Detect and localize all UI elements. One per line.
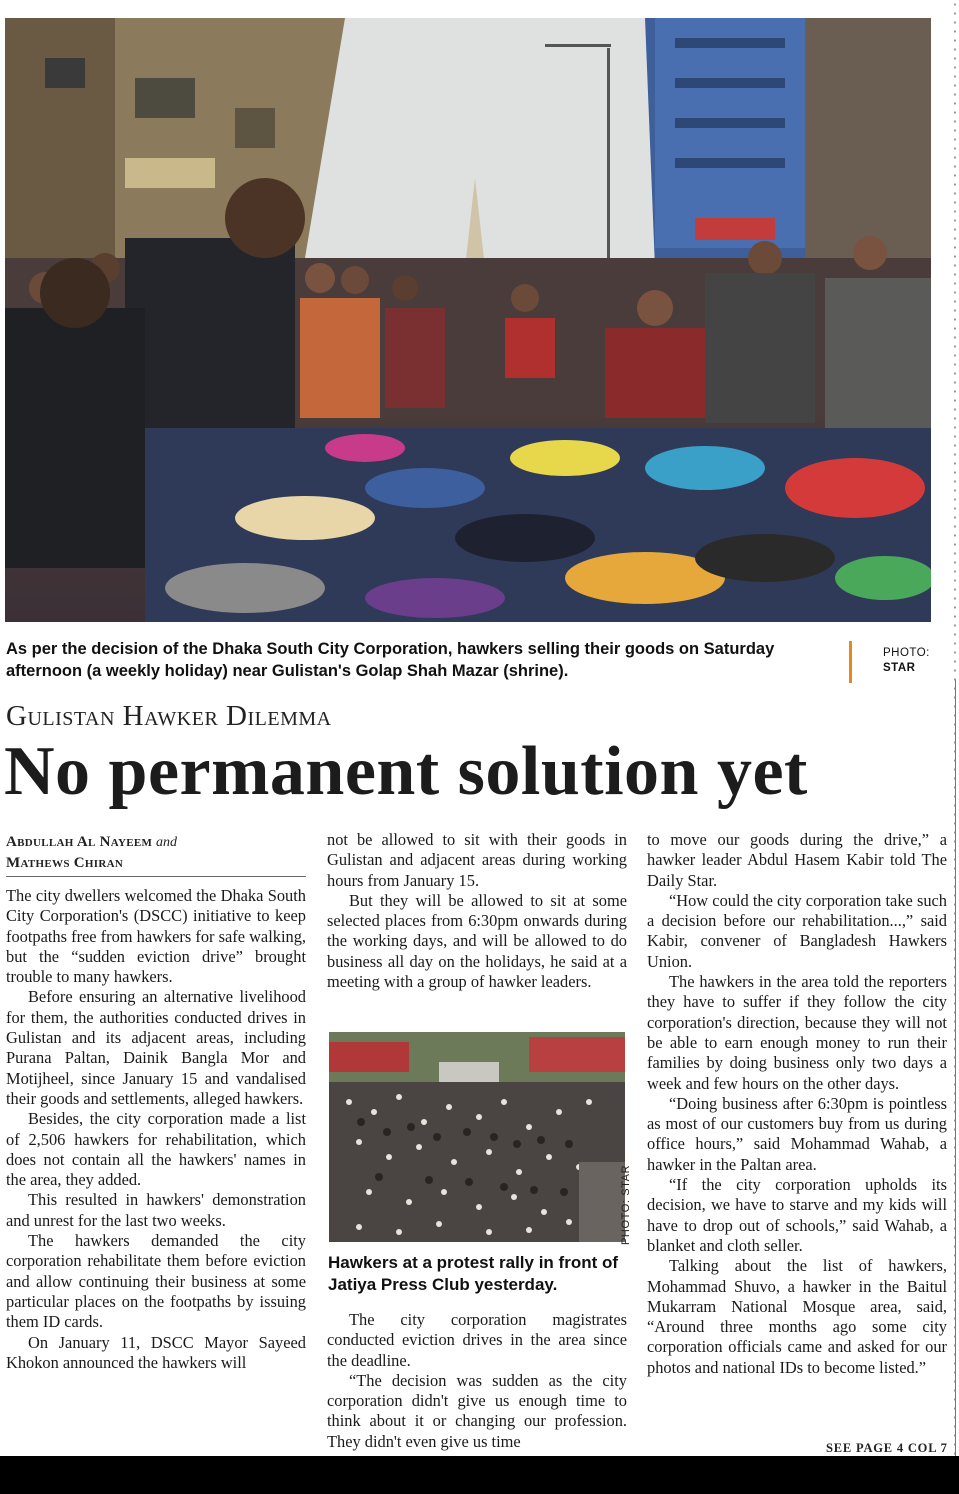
- paragraph: The city corporation magistrates conducted eviction drives in the area since the deadline.: [327, 1310, 627, 1370]
- photo-credit-source: STAR: [883, 662, 916, 674]
- inset-photo-caption: Hawkers at a protest rally in front of Jatiya Press Club yesterday.: [328, 1253, 619, 1294]
- kicker: Gulistan Hawker Dilemma: [6, 700, 332, 732]
- inset-photo-credit: PHOTO: STAR: [620, 1164, 632, 1245]
- credit-accent-bar: [849, 641, 852, 683]
- inset-photo-protest-rally: [329, 1032, 625, 1242]
- author-name: Abdullah Al Nayeem: [6, 834, 153, 850]
- paragraph: The hawkers in the area told the reporters they have to suffer if they follow the city corporation's direction, because they will not be able to earn enough money to run their families by doing business only two days a week and few hours on the other days.: [647, 972, 947, 1093]
- byline-conjunction: and: [156, 835, 177, 850]
- article-column-3: [647, 830, 947, 1378]
- paragraph: “If the city corporation upholds its decision, we have to starve and my kids will have to drop out of schools,” said Wahab, a blanket and cloth seller.: [647, 1175, 947, 1255]
- paragraph: “The decision was sudden as the city corporation didn't give us enough time to think about it or changing our profession. They didn't even give us time: [327, 1370, 627, 1451]
- paragraph: The city dwellers welcomed the Dhaka South City Corporation's (DSCC) initiative to keep footpaths free from hawkers for safe walking, but the “sudden eviction drive” brought trouble to many hawkers.: [6, 886, 306, 987]
- paragraph: not be allowed to sit with their goods in Gulistan and adjacent areas during working hours from January 15.: [327, 830, 627, 890]
- paragraph: to move our goods during the drive,” a hawker leader Abdul Hasem Kabir told The Daily Star.: [647, 830, 947, 890]
- headline: No permanent solution yet: [4, 733, 808, 810]
- article-column-2-bottom: [327, 1310, 627, 1452]
- paragraph: The hawkers demanded the city corporation rehabilitate them before eviction and allow continuing their business at some particular places on the footpaths by issuing them ID cards.: [6, 1231, 306, 1332]
- paragraph: “Doing business after 6:30pm is pointless as most of our customers buy from us during office hours,” said Mohammad Wahab, a hawker in the Paltan area.: [647, 1093, 947, 1174]
- paragraph: Talking about the list of hawkers, Mohammad Shuvo, a hawker in the Baitul Mukarram National Mosque area, said, “Around three months ago some city corporation officials came and asked for our photos and national IDs to become listed.”: [647, 1256, 947, 1377]
- photo-caption: As per the decision of the Dhaka South City Corporation, hawkers selling their goods on Saturday afternoon (a weekly holiday) near Gulistan's Golap Shah Mazar (shrine).: [6, 640, 775, 680]
- paragraph: On January 11, DSCC Mayor Sayeed Khokon announced the hawkers will: [6, 1332, 306, 1372]
- column-rule: [955, 680, 956, 1456]
- photo-credit: [883, 646, 930, 676]
- paragraph: “How could the city corporation take such a decision before our rehabilitation...,” said Kabir, convener of Bangladesh Hawkers Union.: [647, 890, 947, 971]
- main-photo-hawkers-market: [5, 18, 931, 622]
- byline: [6, 832, 306, 873]
- paragraph: But they will be allowed to sit at some selected places from 6:30pm onwards during the working days, and will be allowed to do business all day on the holidays, he said at a meeting with a group of hawker leaders.: [327, 890, 627, 992]
- byline-divider: [6, 876, 306, 877]
- paragraph: This resulted in hawkers' demonstration and unrest for the last two weeks.: [6, 1190, 306, 1230]
- article-column-2-top: [327, 830, 627, 992]
- paragraph: Before ensuring an alternative livelihood for them, the authorities conducted drives in Gulistan and its adjacent areas, including Purana Paltan, Dainik Bangla Mor and Motijheel, since January 15 and vandalised their goods and settlements, alleged hawkers.: [6, 987, 306, 1108]
- scan-bottom-border: [0, 1456, 959, 1494]
- continuation-jump: SEE PAGE 4 COL 7: [826, 1441, 948, 1455]
- paragraph: Besides, the city corporation made a list of 2,506 hawkers for rehabilitation, which does not contain all the hawkers' names in the area, they added.: [6, 1109, 306, 1190]
- article-column-1: [6, 886, 306, 1373]
- photo-credit-label: PHOTO:: [883, 647, 930, 659]
- author-name: Mathews Chiran: [6, 855, 124, 871]
